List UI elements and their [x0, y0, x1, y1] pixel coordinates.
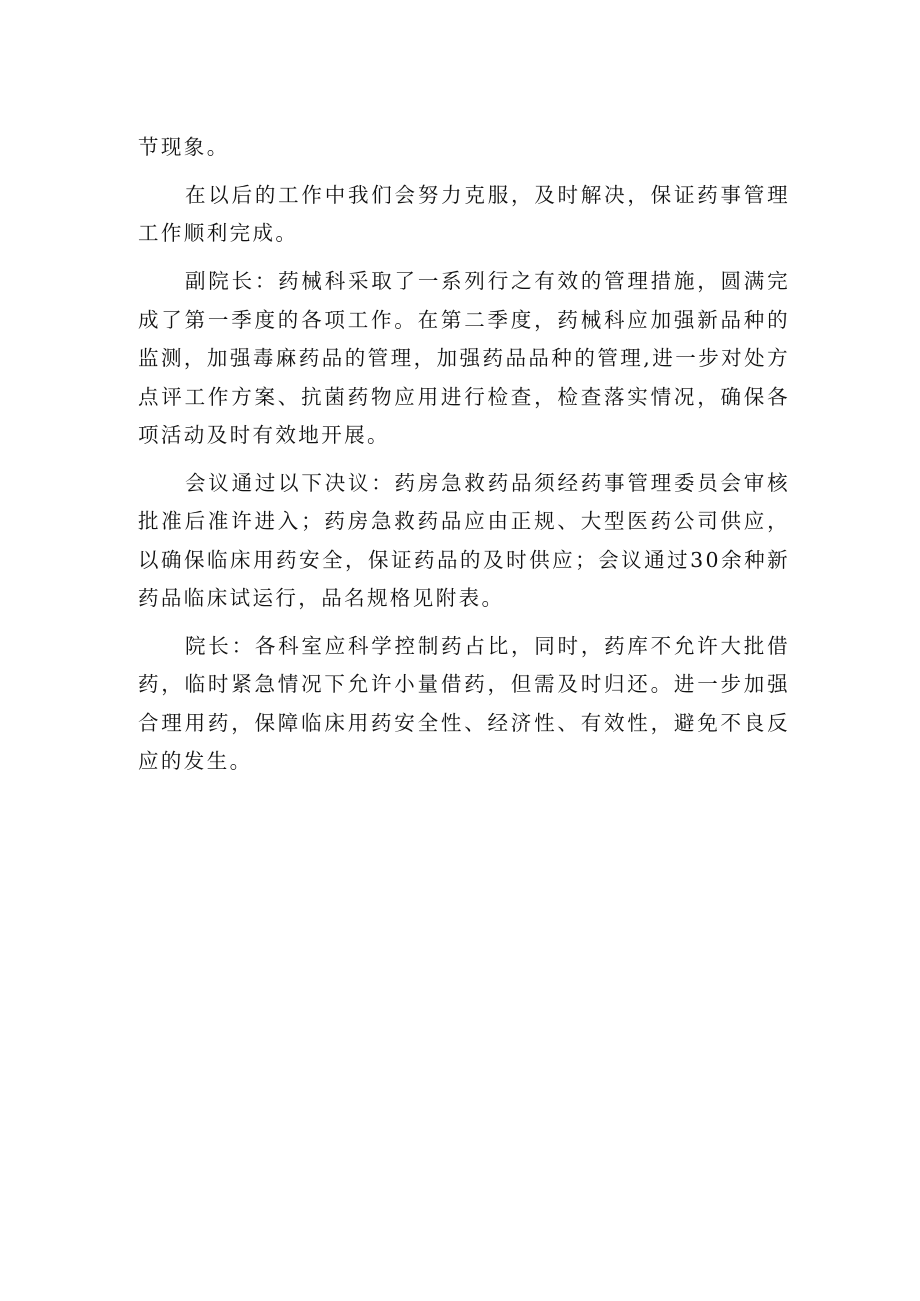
paragraph-president: 院长：各科室应科学控制药占比，同时，药库不允许大批借药，临时紧急情况下允许小量借药，但需及时归还。进一步加强合理用药，保障临床用药安全性、经济性、有效性，避免不良反应的发生。	[138, 633, 790, 773]
paragraph-resolution: 会议通过以下决议：药房急救药品须经药事管理委员会审核批准后准许进入；药房急救药品应由正规、大型医药公司供应，以确保临床用药安全，保证药品的及时供应；会议通过30余种新药品临床试运行，品名规格见附表。	[138, 470, 790, 610]
document-body	[138, 128, 790, 781]
paragraph-work-plan: 在以后的工作中我们会努力克服，及时解决，保证药事管理工作顺利完成。	[138, 183, 790, 245]
paragraph-continuation: 节现象。	[138, 135, 230, 159]
paragraph-vice-president: 副院长：药械科采取了一系列行之有效的管理措施，圆满完成了第一季度的各项工作。在第二季度，药械科应加强新品种的监测，加强毒麻药品的管理，加强药品品种的管理,进一步对处方点评工作方案、抗菌药物应用进行检查，检查落实情况，确保各项活动及时有效地开展。	[138, 269, 790, 447]
